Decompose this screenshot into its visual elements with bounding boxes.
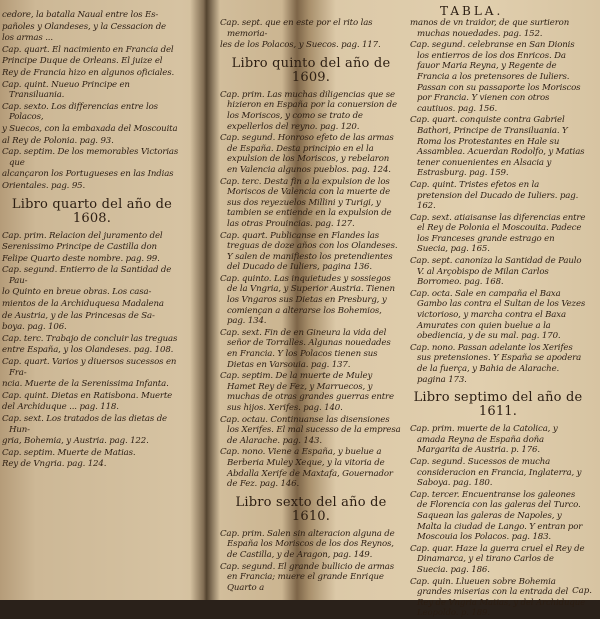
index-entry: Cap. prim. muerte de la Catolica, y amada Reyna de España doña Margarita de Austria. p. 176.	[410, 424, 558, 456]
index-entry: gria, Bohemia, y Austria. pag. 122.	[2, 436, 149, 447]
index-entry: Cap. quart. Publicanse en Flandes las treguas de doze años con los Olandeses. Y salen de manifiesto los pretendientes del Ducado de Iuliers, pagina 136.	[220, 230, 398, 273]
index-entry: Cap. nono. Passan adelante los Xerifes sus pretensiones. Y España se apodera de la fuerça, y Bahia de Alarache. pagina 173.	[410, 342, 582, 385]
index-entry: cedore, la batalla Naual entre los Es-	[2, 10, 159, 20]
right-column-a	[220, 0, 402, 600]
left-column	[2, 0, 182, 600]
index-entry: Cap. sext. atiaisanse las diferencias entre el Rey de Polonia el Moscouita. Padece los Franceses grande estrago en Suecia, pag. 165.	[410, 212, 586, 255]
index-entry: Cap. prim. Salen sin alteracion alguna de España los Moriscos de los dos Reynos, de Castilla, y de Aragon, pag. 149.	[220, 528, 395, 560]
index-entry: los armas ...	[2, 33, 53, 44]
index-entry: Orientales. pag. 95.	[2, 180, 86, 191]
index-entry: boya. pag. 106.	[2, 322, 67, 333]
left-entries-before	[2, 10, 182, 192]
index-entry: Cap. quin. Llueuen sobre Bohemia grandes miserias con la entrada del Rey de Vngria Matias, y del Archiduque Leopoldo. p. 189.	[410, 576, 586, 619]
index-entry: alcançaron los Portugueses en las Indias	[2, 169, 174, 180]
right-a-entries-1610	[220, 529, 402, 594]
index-entry: Cap. terc. Trabajo de concluir las treguas	[2, 333, 178, 344]
index-entry: Cap. octau. Continuanse las disensiones los Xerifes. El mal sucesso de la empresa de Alarache. pag. 143.	[220, 414, 401, 446]
index-entry: al Rey de Polonia. pag. 93.	[2, 135, 114, 146]
index-entry: Cap. prim. Relacion del juramento del	[2, 230, 163, 241]
index-entry: manos de vn traidor, de que surtieron muchas nouedades. pag. 152.	[410, 18, 570, 39]
index-entry: Cap. quart. El nacimiento en Francia del	[2, 44, 174, 55]
index-entry: Rey de Vngria. pag. 124.	[2, 459, 107, 470]
index-entry: Cap. quint. Dietas en Ratisbona. Muerte	[2, 390, 173, 401]
index-entry: Cap. septim. Muerte de Matias.	[2, 447, 136, 458]
index-entry: lo Quinto en breue obras. Los casa-	[2, 287, 152, 298]
index-entry: Cap. quint. Tristes efetos en la pretension del Ducado de Iuliers. pag. 162.	[410, 179, 579, 212]
right-b-entries-top	[410, 18, 586, 385]
index-entry: Cap. octa. Sale en campaña el Baxa Gambo las contra el Sultan de los Vezes victorioso, y marcha contra el Baxa Amurates con quien buelue a la obediencia, y de su mal. pag. 170.	[410, 288, 586, 342]
index-entry: de Austria, y de las Princesas de Sa-	[2, 310, 155, 321]
index-entry: Cap. segund. celebranse en San Dionis los entierros de los dos Enricos. Da fauor Maria Reyna, y Regente de Francia a los pretensores de Iuliers. Passan con su passaporte los Moriscos por Francia. Y vienen con otros cautiuos. pag. 156.	[410, 40, 581, 114]
index-entry: Cap. segund. Entierro de la Santidad de Pau-	[2, 265, 172, 286]
section-heading-1609: Libro quinto del año de 1609.	[231, 55, 391, 85]
index-entry: Serenissimo Principe de Castilla don	[2, 242, 157, 253]
index-entry: Cap. quint. Nueuo Principe en Transiluania.	[2, 79, 130, 101]
index-entry: Felipe Quarto deste nombre. pag. 99.	[2, 253, 160, 264]
index-entry: Cap. quar. Haze la guerra cruel el Rey de Dinamarca, y el tirano Carlos de Suecia. pag. 186.	[410, 543, 585, 575]
right-b-entries-1611	[410, 424, 586, 619]
index-entry: Cap. septim. De la muerte de Muley Hamet Rey de Fez, y Marruecos, y muchas de otras grandes guerras entre sus hijos. Xerifes. pag. 140.	[220, 371, 394, 413]
running-head: TABLA.	[440, 4, 504, 18]
right-a-entries-1609	[220, 90, 402, 490]
index-entry: ncia. Muerte de la Serenissima Infanta.	[2, 379, 169, 390]
left-page	[0, 0, 198, 600]
left-entries-1608	[2, 231, 182, 470]
index-entry: Cap. sept. que en este por el rito las memoria-	[220, 18, 373, 39]
index-entry: Principe Duque de Orleans. El juize el	[2, 56, 163, 67]
index-entry: Cap. segund. Honroso efeto de las armas de España. Desta principio en el la expulsion de los Moriscos, y rebelaron en Valencia algunos pueblos. pag. 124.	[220, 133, 394, 175]
index-entry: y Suecos, con la embaxada del Moscouita	[2, 123, 178, 134]
index-entry: Cap. sept. canoniza la Santidad de Paulo V. al Arçobispo de Milan Carlos Borromeo. pag. 168.	[410, 256, 582, 288]
index-entry: Cap. sexto. Los differencias entre los Polacos,	[2, 101, 158, 123]
index-entry: Cap. terc. Desta fin a la expulsion de los Moriscos de Valencia con la muerte de sus dos reyezuelos Millini y Turigi, y tambien se entiende en la expulsion de las otras Prouincias. pag. 127.	[220, 176, 392, 229]
index-entry: Cap. prim. Las muchas diligencias que se hizieron en España por la conuersion de los Moriscos, y como se trato de expellerlos del reyno. pag. 120.	[220, 89, 397, 132]
index-entry: Rey de Francia hizo en algunos oficiales.	[2, 67, 175, 78]
index-entry: Cap. quinto. Las inquietudes y sossiegos de la Vngria, y Superior Austria. Tienen los Vngaros sus Dietas en Presburg, y comiençan a alterarse los Bohemios, pag. 134.	[220, 273, 395, 327]
index-entry: Cap. tercer. Encuentranse los galeones de Florencia con las galeras del Turco. Saquean las galeras de Napoles, y Malta la ciudad de Lango. Y entran por Moscouia los Polacos. pag. 183.	[410, 489, 583, 543]
index-entry: les de los Polacos, y Suecos. pag. 117.	[220, 40, 381, 51]
index-entry: Cap. septim. De los memorables Victorias que	[2, 147, 179, 168]
catchword: Cap.	[572, 586, 592, 596]
index-entry: Cap. segund. El grande bullicio de armas en Francia; muere el grande Enrique Quarto a	[220, 561, 395, 593]
index-entry: del Archiduque ... pag. 118.	[2, 402, 119, 413]
index-entry: Cap. nono. Viene a España, y buelue a Berberia Muley Xeque, y la vitoria de Abdalla Xerife de Maxtafa, Gouernador de Fez. pag. 146.	[220, 447, 393, 490]
index-entry: mientos de la Archiduquesa Madalena	[2, 299, 164, 310]
index-entry: Cap. quart. conquiste contra Gabriel Bathori, Principe de Transiluania. Y Roma los Protestantes en Hale su Assamblea. Acuerdan Rodolfo, y Matias tener conuenientes en Alsacia y Estrasburg. pag. 159.	[410, 115, 585, 179]
index-entry: Cap. sext. Fin de en Gineura la vida del señor de Torralles. Algunas nouedades en Francia. Y los Polacos tienen sus Dietas en Varsouia. pag. 137.	[220, 327, 391, 370]
index-entry: pañoles y Olandeses, y la Cessacion de	[2, 21, 166, 32]
section-heading-1611: Libro septimo del año de 1611.	[413, 390, 583, 420]
index-entry: Cap. segund. Sucessos de mucha consideracion en Francia, Inglaterra, y Saboya. pag. 180.	[410, 456, 582, 489]
section-heading-1608: Libro quarto del año de 1608.	[11, 196, 173, 226]
index-entry: Cap. sext. Los tratados de las dietas de Hun-	[2, 414, 167, 435]
right-column-b	[410, 0, 586, 619]
right-page	[216, 0, 600, 619]
index-entry: entre España, y los Olandeses. pag. 108.	[2, 345, 174, 356]
index-entry: Cap. quart. Varios y diuersos sucessos en Fra-	[2, 357, 177, 378]
right-a-entries-top	[220, 18, 402, 51]
section-heading-1610: Libro sexto del año de 1610.	[235, 494, 387, 524]
